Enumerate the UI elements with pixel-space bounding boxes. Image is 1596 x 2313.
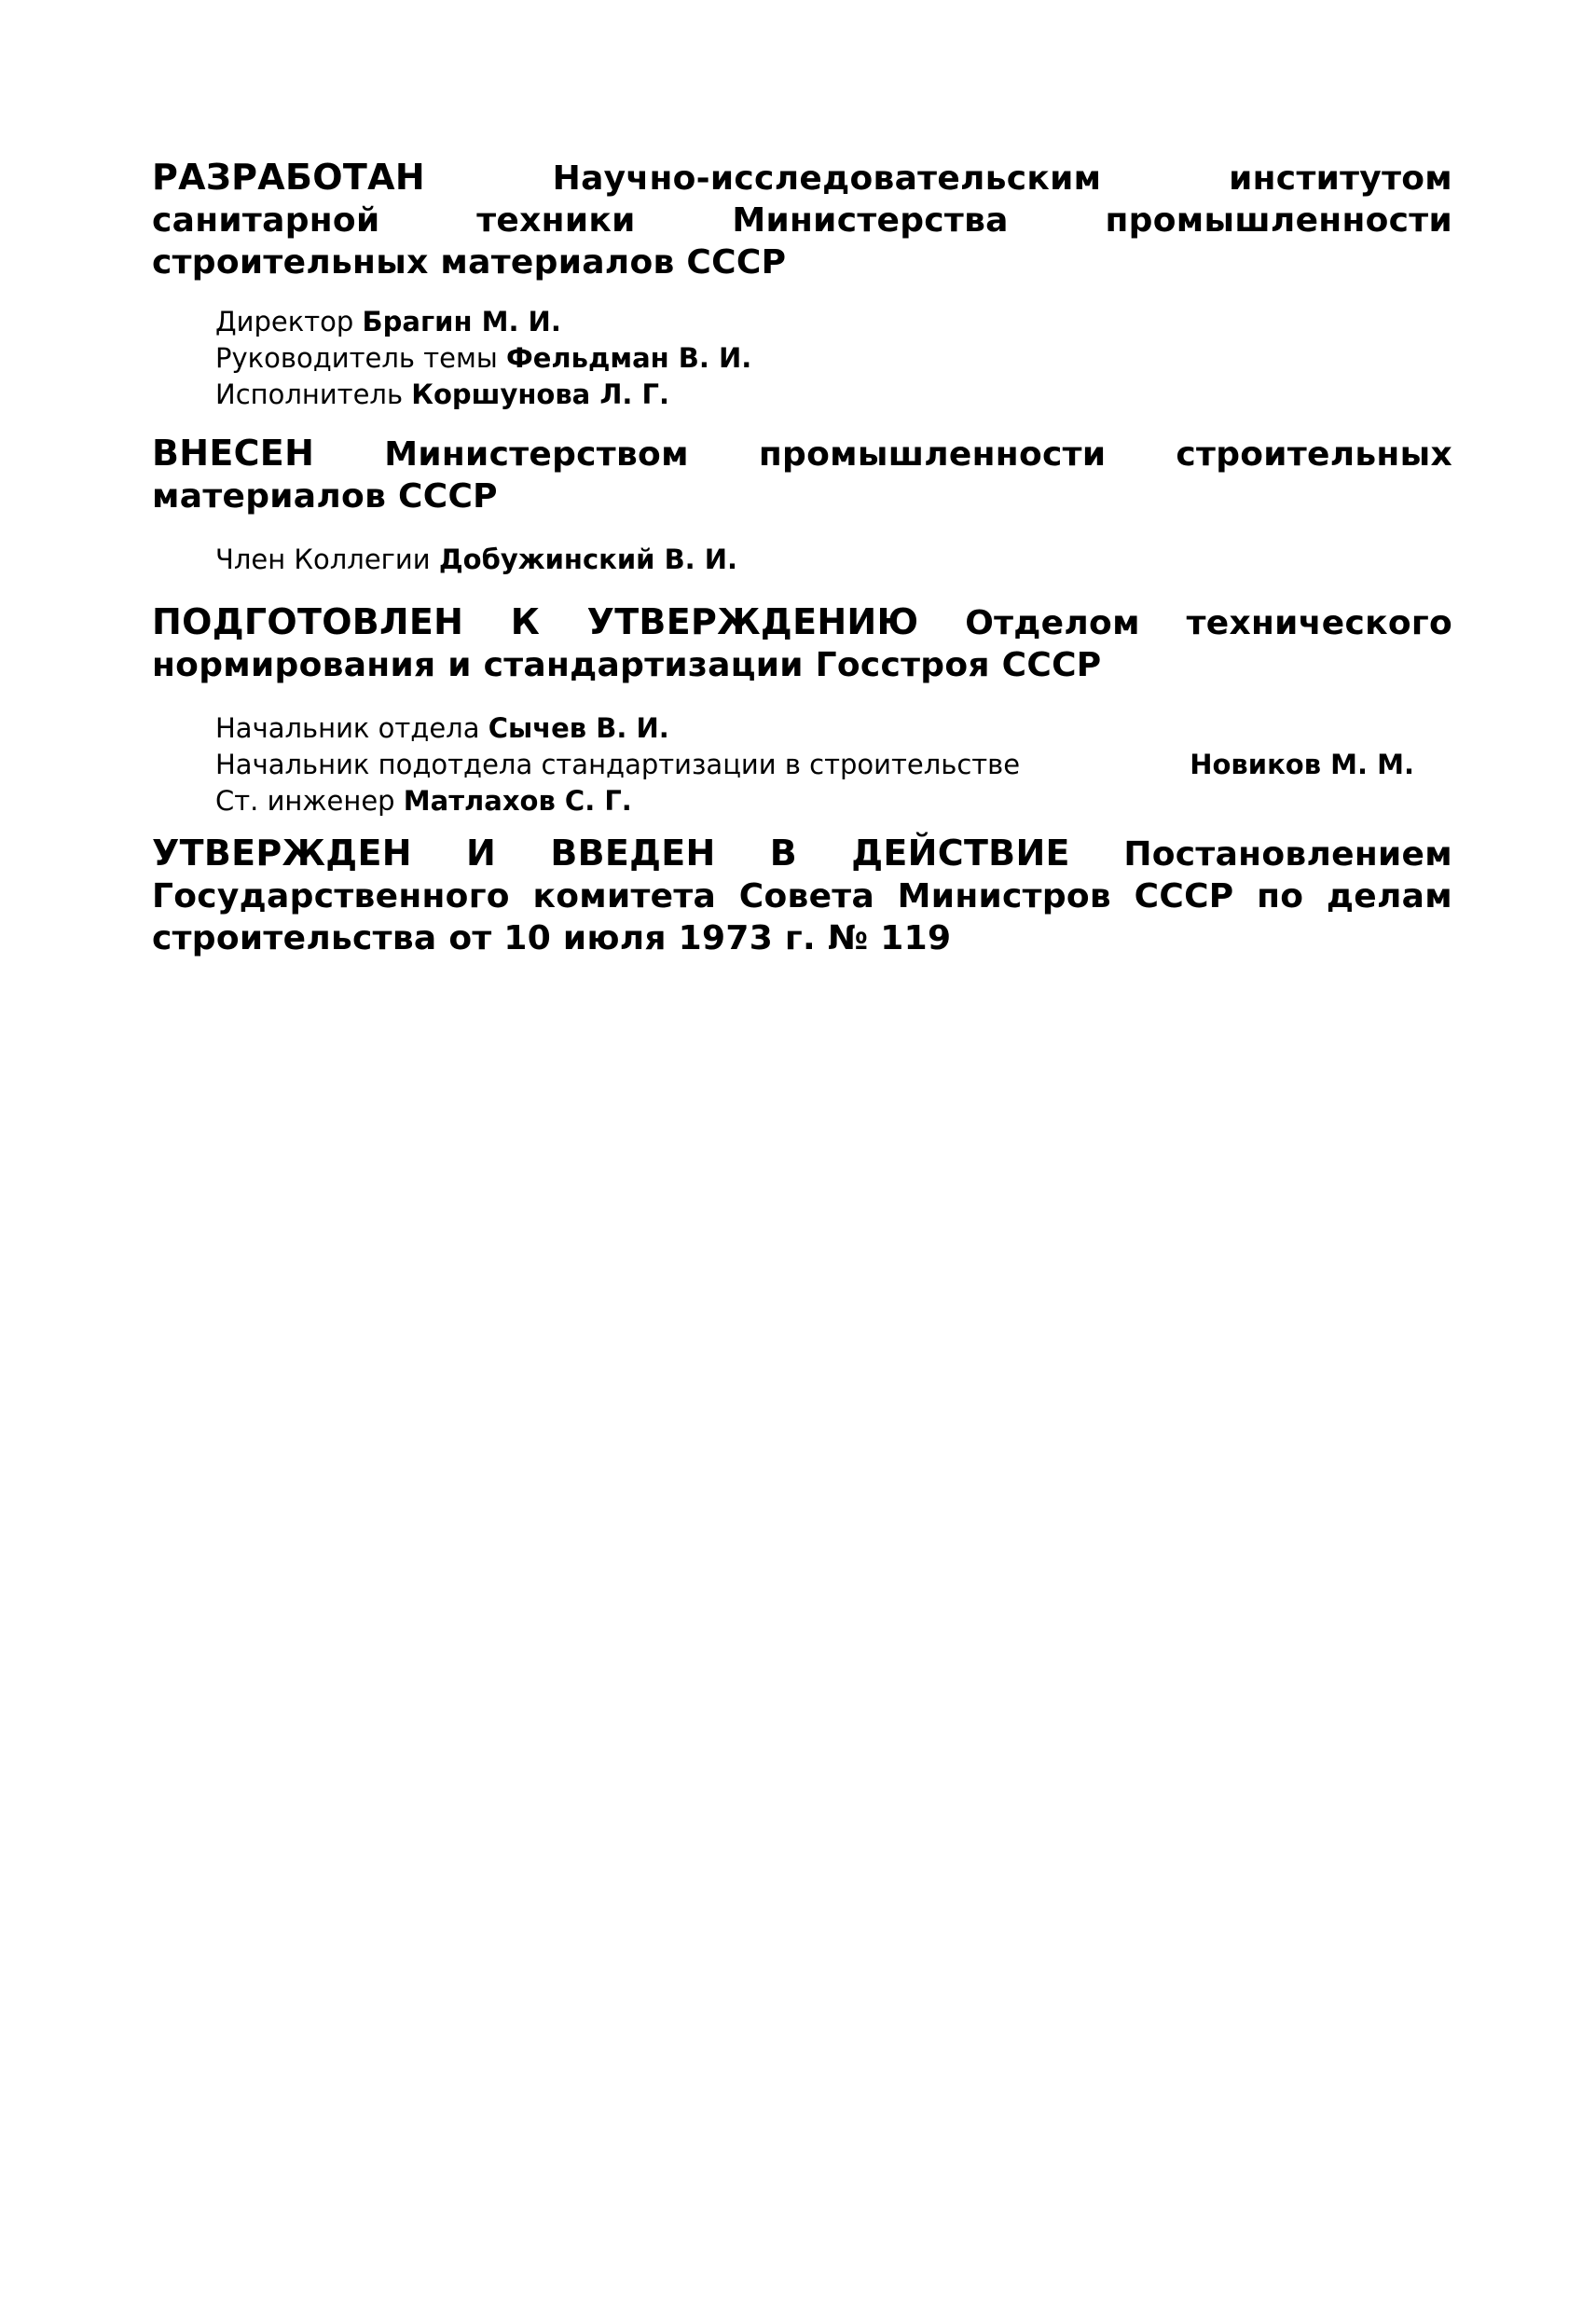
person-name: Добужинский В. И. — [438, 544, 738, 575]
person-line — [215, 783, 1452, 819]
person-name: Коршунова Л. Г. — [411, 379, 670, 410]
submitted-text: Министерством промышленности строительных материалов СССР — [152, 435, 1452, 516]
prepared-people — [152, 710, 1452, 819]
submitted-heading — [152, 433, 1452, 517]
person-name: Брагин М. И. — [362, 306, 561, 337]
prepared-section — [152, 601, 1452, 819]
approved-lead: УТВЕРЖДЕН И ВВЕДЕН В ДЕЙСТВИЕ — [152, 833, 1070, 874]
person-line — [215, 710, 1452, 747]
prepared-lead: ПОДГОТОВЛЕН К УТВЕРЖДЕНИЮ — [152, 601, 919, 642]
developed-text: Научно-исследовательским институтом санитарной техники Министерства промышленности строительных материалов СССР — [152, 159, 1452, 282]
person-role: Ст. инженер — [215, 785, 395, 817]
approved-text: Постановлением Государственного комитета Совета Министров СССР по делам строительства от 10 июля 1973 г. № 119 — [152, 835, 1452, 957]
submitted-lead: ВНЕСЕН — [152, 433, 315, 474]
person-name: Новиков М. М. — [1190, 749, 1414, 780]
prepared-text: Отделом технического нормирования и стандартизации Госстроя СССР — [152, 604, 1452, 684]
person-name: Матлахов С. Г. — [403, 785, 632, 817]
person-line — [215, 377, 1452, 413]
person-name: Фельдман В. И. — [505, 342, 752, 374]
person-role: Исполнитель — [215, 379, 404, 410]
person-role: Директор — [215, 306, 354, 337]
approved-heading — [152, 833, 1452, 959]
person-line — [215, 542, 1452, 578]
person-role: Начальник подотдела стандартизации в строительстве — [215, 749, 1021, 780]
developed-heading — [152, 157, 1452, 283]
developed-lead: РАЗРАБОТАН — [152, 157, 425, 198]
prepared-heading — [152, 601, 1452, 686]
person-line — [215, 304, 1452, 340]
person-role: Руководитель темы — [215, 342, 498, 374]
person-line — [215, 747, 1414, 783]
person-role: Начальник отдела — [215, 712, 480, 744]
submitted-people — [152, 542, 1452, 578]
developed-people — [152, 304, 1452, 413]
submitted-section — [152, 433, 1452, 578]
person-line — [215, 340, 1452, 377]
person-name: Сычев В. И. — [488, 712, 669, 744]
person-role: Член Коллегии — [215, 544, 431, 575]
approved-section — [152, 833, 1452, 959]
developed-section — [152, 157, 1452, 413]
